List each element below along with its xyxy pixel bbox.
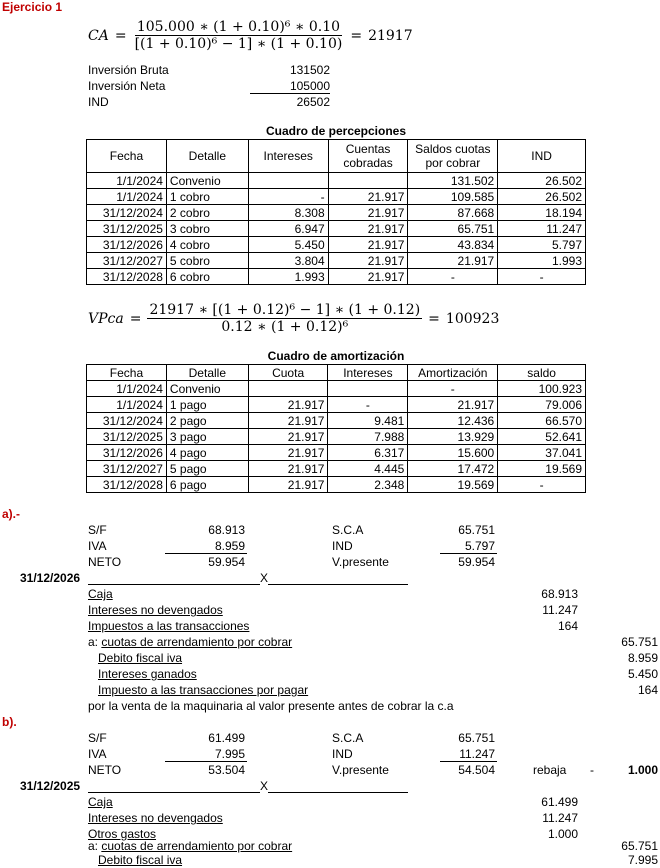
table-cell: 31/12/2025 <box>87 221 167 237</box>
table-cell: 31/12/2028 <box>87 477 167 493</box>
table-cell: 21.917 <box>328 237 408 253</box>
debit-account: Caja <box>88 587 113 601</box>
section-a-label: a).- <box>2 507 20 521</box>
table-cell: 21.917 <box>248 445 328 461</box>
neto-value: 59.954 <box>208 555 245 569</box>
iva-value: 7.995 <box>214 747 245 761</box>
table-cell: 8.308 <box>248 205 328 221</box>
sf-label: S/F <box>88 523 107 537</box>
table-row <box>87 429 586 445</box>
ind-value: 5.797 <box>464 539 495 553</box>
formula-ca-result: 21917 <box>368 27 413 44</box>
table-row <box>87 205 586 221</box>
credit-account: Intereses ganados <box>98 667 197 681</box>
summary-label: Inversión Bruta <box>88 63 169 77</box>
table-cell: 1/1/2024 <box>87 381 167 397</box>
table-cell: 87.668 <box>408 205 498 221</box>
table-cell: 1.993 <box>498 253 586 269</box>
summary-value: 131502 <box>289 63 330 77</box>
credit-account: cuotas de arrendamiento por cobrar <box>101 635 293 649</box>
table-cell: 21.917 <box>408 397 498 413</box>
entry-rule-right <box>268 792 408 793</box>
table-cell: 6.317 <box>328 445 408 461</box>
debit-account: Intereses no devengados <box>88 811 223 825</box>
column-header: Fecha <box>87 365 167 381</box>
table-cell: 1 pago <box>166 397 248 413</box>
credit-amount: 7.995 <box>627 853 658 867</box>
table-cell: - <box>498 477 586 493</box>
table-cell: 5 pago <box>166 461 248 477</box>
ind-label: IND <box>332 539 353 553</box>
table-cell: 1/1/2024 <box>87 173 167 189</box>
table-cell: 43.834 <box>408 237 498 253</box>
table-cell: 5.797 <box>498 237 586 253</box>
credit-amount: 164 <box>637 683 658 697</box>
table-cell: 21.917 <box>248 461 328 477</box>
table-header-row <box>87 140 586 173</box>
credit-line <box>88 839 292 853</box>
table-row <box>87 381 586 397</box>
table-cell: 31/12/2028 <box>87 269 167 285</box>
debit-amount: 68.913 <box>541 587 578 601</box>
formula-vpca-result: 100923 <box>445 310 500 327</box>
table-cell: Convenio <box>166 173 248 189</box>
table-cell: 52.641 <box>498 429 586 445</box>
summary-value: 26502 <box>296 95 330 109</box>
ind-value: 11.247 <box>459 747 495 761</box>
entry-marker: X <box>260 571 269 585</box>
credit-prefix: a: <box>88 635 102 649</box>
table-row <box>87 269 586 285</box>
entry-rule-right <box>268 584 408 585</box>
table-cell: 3.804 <box>248 253 328 269</box>
entry-date: 31/12/2026 <box>20 571 81 585</box>
table-cell: 17.472 <box>408 461 498 477</box>
table-cell: 6.947 <box>248 221 328 237</box>
table-cell: 5 cobro <box>166 253 248 269</box>
debit-account: Caja <box>88 795 113 809</box>
table-cell: 26.502 <box>498 189 586 205</box>
table-row <box>87 189 586 205</box>
entry-rule-left <box>88 792 260 793</box>
table-cell: 4 pago <box>166 445 248 461</box>
table-cell: 131.502 <box>408 173 498 189</box>
credit-amount: 65.751 <box>621 839 658 853</box>
table-cell <box>328 381 408 397</box>
table-cell: 2 pago <box>166 413 248 429</box>
formula-vpca: VPca = $\frac{\text{21917 ∗ [(1 + 0.12)⁶ − 1] ∗ (1 + 0.12)}}{\text{0.12 ∗ (1 + 0.12)⁶}}$ = 100923 <box>88 302 500 335</box>
table-cell: 21.917 <box>328 205 408 221</box>
iva-label: IVA <box>88 539 107 553</box>
table-cell: - <box>498 269 586 285</box>
entry-marker: X <box>260 779 269 793</box>
iva-label: IVA <box>88 747 107 761</box>
sca-label: S.C.A <box>332 731 364 745</box>
table-cell: 6 cobro <box>166 269 248 285</box>
table-cell: 19.569 <box>498 461 586 477</box>
formula-vpca-denominator: 0.12 ∗ (1 + 0.12)⁶ <box>221 319 349 335</box>
entry-rule-left <box>88 584 260 585</box>
table-cell: 21.917 <box>248 397 328 413</box>
column-header: Detalle <box>166 140 248 173</box>
summary-value: 105000 <box>289 79 330 93</box>
table-row <box>87 445 586 461</box>
table-cell: Convenio <box>166 381 248 397</box>
sca-label: S.C.A <box>332 523 364 537</box>
neto-value: 53.504 <box>208 763 245 777</box>
column-header: Cuota <box>248 365 328 381</box>
formula-ca: CA = $\frac{\text{105.000 ∗ (1 + 0.10)⁶ ∗ 0.10}}{\text{[(1 + 0.10)⁶ − 1] ∗ (1 + 0.10)}}$ = 21917 <box>88 19 413 52</box>
table-cell: 6 pago <box>166 477 248 493</box>
table-cell: 21.917 <box>328 269 408 285</box>
perceptions-table <box>86 139 586 285</box>
debit-account: Otros gastos <box>88 827 157 841</box>
table-cell: 1 cobro <box>166 189 248 205</box>
table-cell: 11.247 <box>498 221 586 237</box>
column-header: saldo <box>498 365 586 381</box>
table-cell: 1/1/2024 <box>87 397 167 413</box>
credit-account: cuotas de arrendamiento por cobrar <box>101 839 293 853</box>
table-cell: - <box>408 381 498 397</box>
debit-amount: 11.247 <box>542 811 578 825</box>
entry-note: por la venta de la maquinaria al valor presente antes de cobrar la c.a <box>88 699 454 713</box>
credit-prefix: a: <box>88 839 102 853</box>
debit-amount: 11.247 <box>542 603 578 617</box>
table-cell: 3 cobro <box>166 221 248 237</box>
table-cell: 21.917 <box>408 253 498 269</box>
table-cell: - <box>328 397 408 413</box>
sf-label: S/F <box>88 731 107 745</box>
column-header: Fecha <box>87 140 167 173</box>
table-cell: 5.450 <box>248 237 328 253</box>
summary-label: IND <box>88 95 109 109</box>
amortization-title: Cuadro de amortización <box>267 349 405 363</box>
table-cell: 13.929 <box>408 429 498 445</box>
table-header-row <box>87 365 586 381</box>
formula-ca-numerator: 105.000 ∗ (1 + 0.10)⁶ ∗ 0.10 <box>136 19 341 35</box>
sca-value: 65.751 <box>458 731 495 745</box>
table-cell: - <box>248 189 328 205</box>
table-row <box>87 173 586 189</box>
credit-amount: 8.959 <box>627 651 658 665</box>
table-cell <box>248 381 328 397</box>
neto-label: NETO <box>88 555 122 569</box>
table-cell: 100.923 <box>498 381 586 397</box>
table-cell: 4 cobro <box>166 237 248 253</box>
formula-ca-denominator: [(1 + 0.10)⁶ − 1] ∗ (1 + 0.10) <box>134 36 343 52</box>
table-cell: 31/12/2024 <box>87 205 167 221</box>
table-row <box>87 461 586 477</box>
vpresente-label: V.presente <box>332 763 389 777</box>
subtotal-line <box>165 553 247 554</box>
column-header: Intereses <box>328 365 408 381</box>
table-cell <box>248 173 328 189</box>
neto-label: NETO <box>88 763 122 777</box>
table-cell: 4.445 <box>328 461 408 477</box>
summary-label: Inversión Neta <box>88 79 166 93</box>
table-cell: 21.917 <box>328 221 408 237</box>
table-row <box>87 413 586 429</box>
table-cell: 66.570 <box>498 413 586 429</box>
vpresente-label: V.presente <box>332 555 389 569</box>
credit-amount: 65.751 <box>621 635 658 649</box>
debit-amount: 1.000 <box>547 827 578 841</box>
column-header: Cuentas cobradas <box>328 140 408 173</box>
column-header: Saldos cuotas por cobrar <box>408 140 498 173</box>
table-cell: 1/1/2024 <box>87 189 167 205</box>
vpresente-value: 59.954 <box>458 555 495 569</box>
table-cell: 65.751 <box>408 221 498 237</box>
formula-ca-lhs: CA <box>88 27 109 44</box>
sf-value: 68.913 <box>208 523 245 537</box>
table-cell: 19.569 <box>408 477 498 493</box>
credit-account: Debito fiscal iva <box>98 651 183 665</box>
exercise-title: Ejercicio 1 <box>2 0 63 14</box>
ind-label: IND <box>332 747 353 761</box>
summary-underline <box>250 93 330 94</box>
table-cell: 2 cobro <box>166 205 248 221</box>
rebaja-value: 1.000 <box>627 763 658 777</box>
column-header: Intereses <box>248 140 328 173</box>
table-cell: 21.917 <box>328 189 408 205</box>
amortization-table <box>86 364 586 493</box>
debit-amount: 164 <box>557 619 578 633</box>
table-cell: 31/12/2027 <box>87 461 167 477</box>
debit-amount: 61.499 <box>541 795 578 809</box>
table-cell: 15.600 <box>408 445 498 461</box>
table-cell: 21.917 <box>248 413 328 429</box>
credit-line <box>88 635 292 649</box>
subtotal-line <box>440 761 497 762</box>
table-cell: 37.041 <box>498 445 586 461</box>
table-cell: 31/12/2027 <box>87 253 167 269</box>
table-cell: 31/12/2026 <box>87 237 167 253</box>
table-row <box>87 221 586 237</box>
table-cell: 18.194 <box>498 205 586 221</box>
formula-vpca-numerator: 21917 ∗ [(1 + 0.12)⁶ − 1] ∗ (1 + 0.12) <box>149 302 421 318</box>
table-cell: 21.917 <box>248 477 328 493</box>
column-header: Detalle <box>166 365 248 381</box>
table-cell: 7.988 <box>328 429 408 445</box>
table-cell: 1.993 <box>248 269 328 285</box>
table-cell <box>328 173 408 189</box>
table-cell: 2.348 <box>328 477 408 493</box>
table-cell: 21.917 <box>248 429 328 445</box>
table-cell: 31/12/2026 <box>87 445 167 461</box>
credit-account: Impuesto a las transacciones por pagar <box>98 683 309 697</box>
table-cell: 3 pago <box>166 429 248 445</box>
perceptions-title: Cuadro de percepciones <box>265 124 407 138</box>
table-cell: 12.436 <box>408 413 498 429</box>
table-row <box>87 237 586 253</box>
table-row <box>87 477 586 493</box>
table-cell: 109.585 <box>408 189 498 205</box>
credit-amount: 5.450 <box>627 667 658 681</box>
table-cell: 79.006 <box>498 397 586 413</box>
debit-account: Impuestos a las transacciones <box>88 619 250 633</box>
rebaja-sign: - <box>590 763 594 777</box>
table-cell: 31/12/2024 <box>87 413 167 429</box>
subtotal-line <box>165 761 247 762</box>
table-cell: 9.481 <box>328 413 408 429</box>
debit-account: Intereses no devengados <box>88 603 223 617</box>
section-b-label: b). <box>2 715 17 729</box>
table-cell: 31/12/2025 <box>87 429 167 445</box>
iva-value: 8.959 <box>214 539 245 553</box>
table-cell: - <box>408 269 498 285</box>
sca-value: 65.751 <box>458 523 495 537</box>
table-cell: 26.502 <box>498 173 586 189</box>
table-row <box>87 397 586 413</box>
entry-date: 31/12/2025 <box>20 779 81 793</box>
vpresente-value: 54.504 <box>458 763 495 777</box>
column-header: IND <box>498 140 586 173</box>
credit-account: Debito fiscal iva <box>98 853 183 867</box>
rebaja-label: rebaja <box>533 763 567 777</box>
table-row <box>87 253 586 269</box>
column-header: Amortización <box>408 365 498 381</box>
subtotal-line <box>440 553 497 554</box>
formula-vpca-lhs: VPca <box>88 310 124 327</box>
sf-value: 61.499 <box>208 731 245 745</box>
table-cell: 21.917 <box>328 253 408 269</box>
